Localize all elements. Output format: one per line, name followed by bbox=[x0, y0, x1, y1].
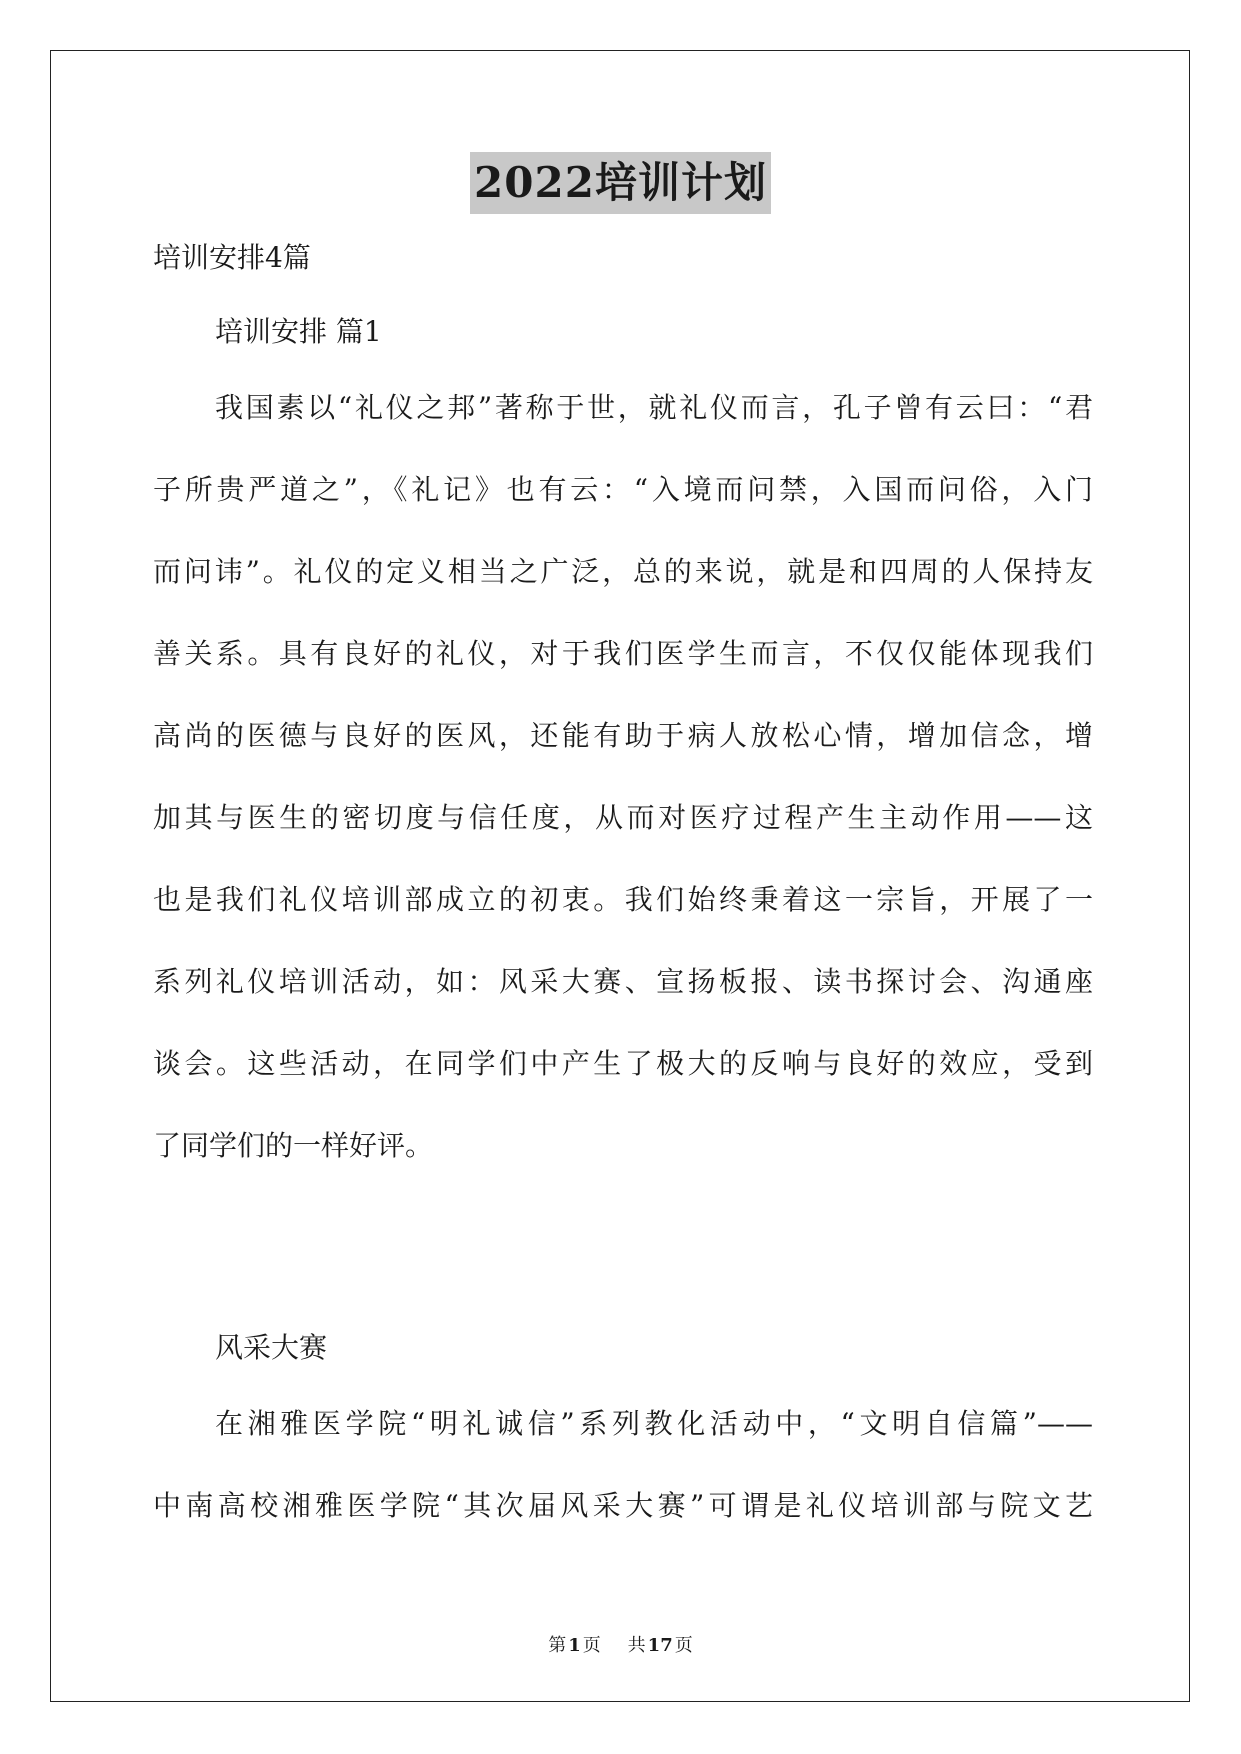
page-number: 1 bbox=[568, 1635, 581, 1656]
paragraph-line: 子所贵严道之”，《礼记》也有云：“入境而问禁，入国而问俗，入门 bbox=[153, 473, 1093, 506]
total-prefix: 共 bbox=[627, 1635, 646, 1656]
document-subtitle: 培训安排4篇 bbox=[153, 241, 311, 274]
paragraph-2 bbox=[153, 1404, 1093, 1568]
paragraph-1 bbox=[153, 388, 1093, 1208]
title-container bbox=[0, 152, 1241, 214]
total-pages: 17 bbox=[647, 1635, 673, 1656]
paragraph-line: 也是我们礼仪培训部成立的初衷。我们始终秉着这一宗旨，开展了一 bbox=[153, 883, 1093, 916]
paragraph-line: 系列礼仪培训活动，如：风采大赛、宣扬板报、读书探讨会、沟通座 bbox=[153, 965, 1093, 998]
paragraph-line: 在湘雅医学院“明礼诚信”系列教化活动中，“文明自信篇”—— bbox=[215, 1407, 1093, 1440]
paragraph-line: 中南高校湘雅医学院“其次届风采大赛”可谓是礼仪培训部与院文艺 bbox=[153, 1489, 1093, 1522]
section-heading-1: 培训安排 篇1 bbox=[215, 315, 382, 348]
paragraph-line: 善关系。具有良好的礼仪，对于我们医学生而言，不仅仅能体现我们 bbox=[153, 637, 1093, 670]
document-title: 2022培训计划 bbox=[470, 152, 771, 214]
paragraph-line: 我国素以“礼仪之邦”著称于世，就礼仪而言，孔子曾有云曰：“君 bbox=[215, 391, 1093, 424]
page-suffix: 页 bbox=[582, 1635, 601, 1656]
paragraph-line: 而问讳”。礼仪的定义相当之广泛，总的来说，就是和四周的人保持友 bbox=[153, 555, 1093, 588]
paragraph-line: 了同学们的一样好评。 bbox=[153, 1129, 434, 1162]
paragraph-line: 高尚的医德与良好的医风，还能有助于病人放松心情，增加信念，增 bbox=[153, 719, 1093, 752]
total-suffix: 页 bbox=[674, 1635, 693, 1656]
paragraph-line: 谈会。这些活动，在同学们中产生了极大的反响与良好的效应，受到 bbox=[153, 1047, 1093, 1080]
paragraph-line: 加其与医生的密切度与信任度，从而对医疗过程产生主动作用——这 bbox=[153, 801, 1093, 834]
page-prefix: 第 bbox=[548, 1635, 567, 1656]
page-footer bbox=[0, 1632, 1241, 1660]
section-heading-2: 风采大赛 bbox=[215, 1331, 328, 1364]
